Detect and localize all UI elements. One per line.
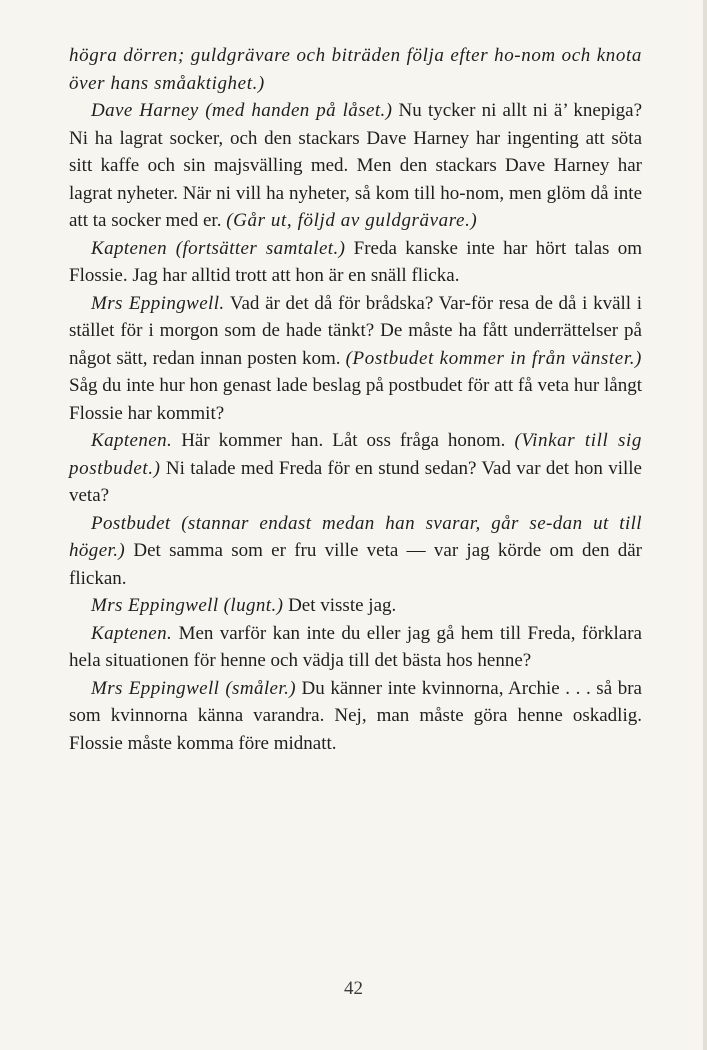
dialogue-text: Du känner inte kvinnorna, Archie . . . så bra som kvinnorna känna varandra. Nej, man måste göra henne oskadlig. Flossie måste komma före midnatt. [69, 677, 642, 754]
stage-direction: (Postbudet kommer in från vänster.) [345, 347, 642, 369]
dialogue-paragraph [69, 620, 642, 675]
speaker-name: Mrs Eppingwell. [91, 292, 225, 314]
dialogue-paragraph [69, 675, 642, 758]
stage-direction: (Går ut, följd av guldgrävare.) [226, 210, 478, 231]
speaker-name: Postbudet (stannar endast medan han svarar, går se-dan ut till höger.) [69, 512, 642, 561]
stage-direction: högra dörren; guldgrävare och biträden följa efter ho-nom och knota över hans småaktighet.) [69, 45, 642, 94]
stage-direction: (Vinkar till sig postbudet.) [69, 430, 642, 479]
dialogue-paragraph [69, 427, 642, 510]
page-text [69, 42, 642, 757]
speaker-name: Kaptenen. [91, 622, 173, 644]
dialogue-paragraph [69, 510, 642, 593]
dialogue-text: Det visste jag. [283, 595, 397, 616]
continued-stage-direction [69, 42, 642, 97]
speaker-name: Mrs Eppingwell (småler.) [91, 677, 296, 699]
dialogue-text: Men varför kan inte du eller jag gå hem till Freda, förklara hela situationen för henne och vädja till det bästa hos henne? [69, 622, 642, 671]
dialogue-paragraph [69, 97, 642, 235]
speaker-name: Kaptenen. [91, 430, 173, 451]
dialogue-text: Det samma som er fru ville veta — var jag körde om den där flickan. [69, 540, 642, 589]
dialogue-paragraph [69, 235, 642, 290]
dialogue-paragraph [69, 592, 642, 620]
dialogue-text: Vad är det då för brådska? Var-för resa de då i kväll i stället för i morgon som de hade tänkt? De måste ha fått underrättelser på något sätt, redan innan posten kom. [69, 292, 643, 369]
dialogue-text: Freda kanske inte har hört talas om Flossie. Jag har alltid trott att hon är en snäll flicka. [69, 237, 642, 286]
page-number: 42 [344, 978, 363, 999]
speaker-name: Kaptenen (fortsätter samtalet.) [91, 237, 346, 259]
speaker-name: Mrs Eppingwell (lugnt.) [91, 595, 284, 616]
dialogue-paragraph [69, 290, 642, 428]
dialogue-text: Nu tycker ni allt ni ä’ knepiga? Ni ha lagrat socker, och den stackars Dave Harney har ingenting att söta sitt kaffe och sin majsvälling med. Men den stackars Dave Harney har lagrat nyheter. När ni vill ha nyheter, så kom till ho-nom, men glöm då inte att ta socker med er. [69, 100, 643, 231]
speaker-name: Dave Harney (med handen på låset.) [91, 100, 393, 121]
dialogue-text: Ni talade med Freda för en stund sedan? Vad var det hon ville veta? [69, 457, 642, 506]
dialogue-text: Här kommer han. Låt oss fråga honom. [172, 430, 515, 451]
dialogue-text: Såg du inte hur hon genast lade beslag på postbudet för att få veta hur långt Flossie har kommit? [69, 375, 642, 424]
